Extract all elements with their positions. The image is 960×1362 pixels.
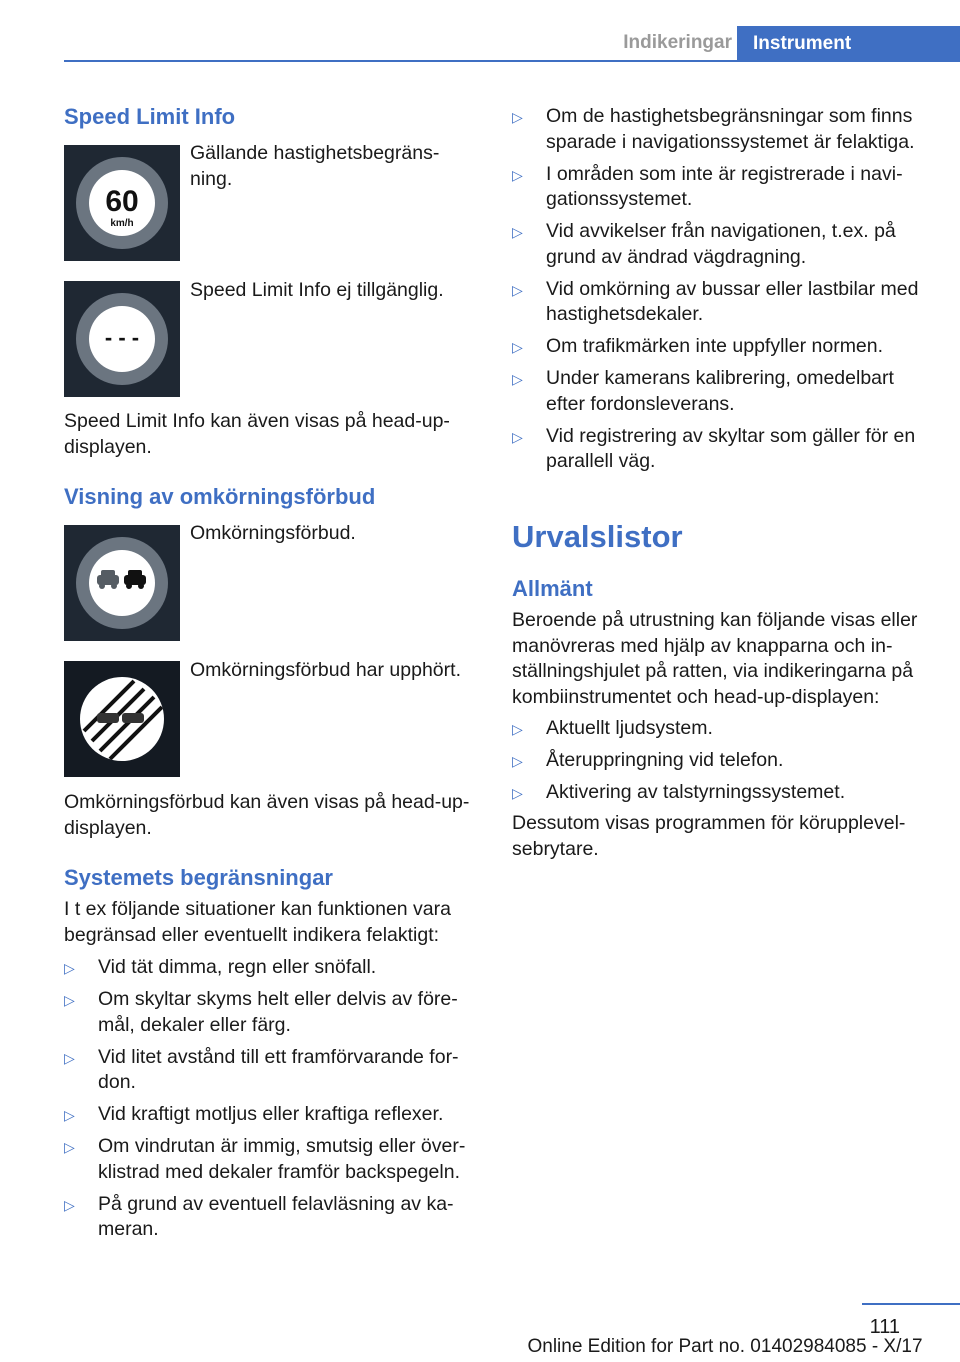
list-item xyxy=(64,1102,474,1128)
list-item xyxy=(64,1192,474,1243)
triangle-right-icon: ▷ xyxy=(64,1139,75,1155)
triangle-right-icon: ▷ xyxy=(64,1196,75,1213)
triangle-right-icon: ▷ xyxy=(512,371,523,387)
limits-heading: Systemets begränsningar xyxy=(64,865,333,890)
list-item-text: Aktivering av talstyrningssystemet. xyxy=(546,781,846,803)
triangle-right-icon: ▷ xyxy=(64,1107,75,1123)
no-overtaking-sign-icon xyxy=(64,525,180,641)
list-item xyxy=(512,366,932,417)
list-item xyxy=(64,1134,474,1185)
list-item xyxy=(512,219,932,270)
list-item xyxy=(64,987,474,1038)
general-outro: Dessutom visas programmen för körupplevel- sebrytare. xyxy=(512,812,906,860)
header-chapter-label: Instrument xyxy=(753,33,852,54)
header-rule xyxy=(64,60,960,62)
speed-limit-sign-label: Gällande hastighetsbegräns- ning. xyxy=(190,142,440,190)
triangle-right-icon: ▷ xyxy=(512,281,523,298)
triangle-right-icon: ▷ xyxy=(512,753,523,769)
list-item xyxy=(512,277,932,328)
list-item-text: Om de hastighetsbegränsningar som finns sparade i navigationssystemet är felaktiga. xyxy=(546,105,915,153)
sign-speed-unit: km/h xyxy=(110,218,134,229)
list-item xyxy=(512,162,932,213)
limits-continued-list xyxy=(512,104,932,481)
end-no-overtaking-label: Omkörningsförbud har upphört. xyxy=(190,659,461,681)
list-item-text: Vid litet avstånd till ett framförvarande for- don. xyxy=(98,1045,459,1093)
general-intro: Beroende på utrustning kan följande visas eller manövreras med hjälp av knapparna och in- ställningshjulet på ratten, via indikeringarna på kombiinstrumentet och head-up-displayen: xyxy=(512,609,918,708)
page-number: 111 xyxy=(869,1316,900,1338)
triangle-right-icon: ▷ xyxy=(512,339,523,355)
list-item xyxy=(64,955,474,981)
overtaking-heading: Visning av omkörningsförbud xyxy=(64,484,376,509)
triangle-right-icon: ▷ xyxy=(512,721,523,737)
speed-limit-unavailable-label: Speed Limit Info ej tillgänglig. xyxy=(190,279,444,301)
sign-unavailable-text: - - - xyxy=(104,325,140,350)
limits-intro: I t ex följande situationer kan funktionen vara begränsad eller eventuellt indikera felaktigt: xyxy=(64,898,451,946)
speed-limit-heading: Speed Limit Info xyxy=(64,104,236,129)
list-item xyxy=(512,716,932,742)
list-item-text: Om vindrutan är immig, smutsig eller över- klistrad med dekaler framför backspegeln. xyxy=(98,1135,466,1183)
general-heading: Allmänt xyxy=(512,576,593,601)
speed-limit-hud-note: Speed Limit Info kan även visas på head-up- displayen. xyxy=(64,410,450,458)
triangle-right-icon: ▷ xyxy=(512,428,523,445)
overtaking-hud-note: Omkörningsförbud kan även visas på head-up- displayen. xyxy=(64,791,470,839)
list-item-text: På grund av eventuell felavläsning av ka- meran. xyxy=(98,1192,454,1240)
list-item-text: Aktuellt ljudsystem. xyxy=(546,717,713,739)
triangle-right-icon: ▷ xyxy=(64,960,75,976)
triangle-right-icon: ▷ xyxy=(512,166,523,183)
list-item-text: Om skyltar skyms helt eller delvis av före- mål, dekaler eller färg. xyxy=(98,988,458,1036)
header-chapter-tab xyxy=(737,26,960,61)
triangle-right-icon: ▷ xyxy=(64,992,75,1008)
sign-speed-value: 60 xyxy=(105,185,139,218)
limits-list xyxy=(64,955,474,1249)
speed-limit-60-sign-icon xyxy=(64,145,180,261)
list-item xyxy=(512,424,932,475)
list-item xyxy=(512,748,932,774)
edition-note: Online Edition for Part no. 01402984085 - X/17 xyxy=(527,1336,923,1357)
list-item-text: I områden som inte är registrerade i navi- gationssystemet. xyxy=(546,162,903,210)
triangle-right-icon: ▷ xyxy=(512,224,523,240)
general-list xyxy=(512,716,932,812)
list-item xyxy=(512,104,932,155)
end-no-overtaking-sign-icon xyxy=(64,661,180,777)
no-overtaking-label: Omkörningsförbud. xyxy=(190,522,356,544)
list-item-text: Om trafikmärken inte uppfyller normen. xyxy=(546,335,884,357)
footer-rule xyxy=(862,1303,960,1305)
header-section-label: Indikeringar xyxy=(623,32,732,53)
triangle-right-icon: ▷ xyxy=(512,785,523,801)
list-item-text: Vid tät dimma, regn eller snöfall. xyxy=(98,956,377,978)
list-item xyxy=(512,780,932,806)
list-item xyxy=(64,1045,474,1096)
list-item xyxy=(512,334,932,360)
list-item-text: Vid omkörning av bussar eller lastbilar med hastighetsdekaler. xyxy=(546,277,919,325)
speed-limit-unavailable-sign-icon xyxy=(64,281,180,397)
list-item-text: Vid registrering av skyltar som gäller för en parallell väg. xyxy=(546,424,916,472)
list-item-text: Återuppringning vid telefon. xyxy=(546,749,784,771)
selection-lists-heading: Urvalslistor xyxy=(512,519,683,554)
list-item-text: Under kamerans kalibrering, omedelbart efter fordonsleverans. xyxy=(546,367,894,415)
list-item-text: Vid avvikelser från navigationen, t.ex. på grund av ändrad vägdragning. xyxy=(546,220,896,268)
list-item-text: Vid kraftigt motljus eller kraftiga reflexer. xyxy=(98,1103,444,1125)
triangle-right-icon: ▷ xyxy=(512,109,523,125)
triangle-right-icon: ▷ xyxy=(64,1049,75,1066)
